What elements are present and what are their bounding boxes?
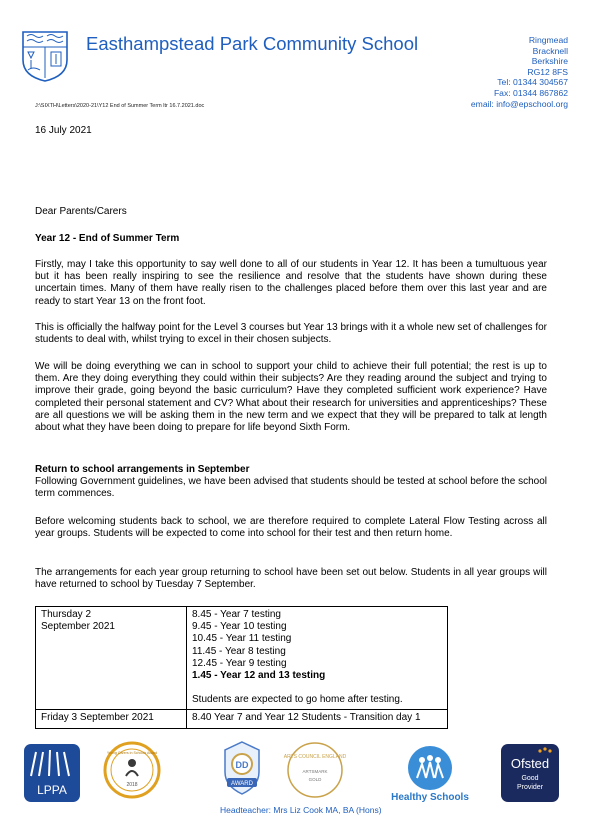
- schedule-table: [35, 606, 448, 729]
- healthy-schools-logo: [391, 746, 469, 803]
- ofsted-good-provider-logo: [501, 744, 559, 802]
- schedule-slot: 1.45 - Year 12 and 13 testing: [192, 670, 326, 682]
- schedule-slot: 10.45 - Year 11 testing: [192, 633, 292, 645]
- artsmark-text: ARTSMARK: [302, 769, 328, 774]
- paragraph-support: We will be doing everything we can in school to support your child to achieve their full potential; the rest is up to them. Are they doing everything they could within their subjects? Are they reading around the subject and trying to improve their grade, going beyond the basic curriculum? Have they completed sufficient work experience? Have completed their personal statement and CV? What about their research for universities and apprenticeships? These are all questions we will be asking them in the new term and we expect that they will be prepared to talk at length about what they have been doing to prepare for life beyond Sixth Form.: [35, 361, 547, 434]
- letter-date: 16 July 2021: [35, 125, 92, 136]
- schedule-slot: 9.45 - Year 10 testing: [192, 621, 287, 633]
- headteacher-line: Headteacher: Mrs Liz Cook MA, BA (Hons): [220, 805, 382, 815]
- schedule-slot: 12.45 - Year 9 testing: [192, 657, 287, 669]
- schedule-slot: 8.45 - Year 7 testing: [192, 609, 281, 620]
- arts-council-text: ARTS COUNCIL ENGLAND: [283, 754, 347, 760]
- arts-council-artsmark-logo: [284, 743, 347, 797]
- school-crest-logo: [20, 30, 70, 82]
- young-carers-text: Young Carers in Schools Award: [106, 751, 158, 755]
- document-reference: J:\SIXTH\Letters\2020-21\Y12 End of Summer Term ltr 16.7.2021.doc: [35, 103, 205, 109]
- schedule-slot: 11.45 - Year 8 testing: [192, 645, 286, 657]
- young-carers-year: 2018: [126, 782, 138, 788]
- fax: Fax: 01344 867862: [493, 87, 568, 98]
- paragraph-halfway: This is officially the halfway point for the Level 3 courses but Year 13 brings with it a whole new set of challenges for students to deal with, whilst trying to excel in their chosen subjects.: [35, 322, 547, 346]
- school-address-block: [428, 35, 568, 109]
- section-heading: Return to school arrangements in September: [35, 464, 250, 475]
- table-row: [36, 710, 448, 728]
- lppa-logo: [24, 744, 80, 802]
- address-line: Bracknell: [532, 45, 568, 56]
- salutation: Dear Parents/Carers: [35, 206, 127, 217]
- schedule-day: Friday 3 September 2021: [36, 710, 187, 728]
- award-text: AWARD: [231, 781, 253, 787]
- letter-subject: Year 12 - End of Summer Term: [35, 233, 180, 244]
- svg-text:DD: DD: [235, 760, 249, 770]
- artsmark-level: GOLD: [308, 777, 322, 782]
- email-link[interactable]: email: info@epschool.org: [470, 98, 568, 109]
- paragraph-intro: Firstly, may I take this opportunity to say well done to all of our students in Year 12. It has been a tumultuous year but it has been really inspiring to see the resilience and resolve that the students have shown during these uncertain times. Many of them have really risen to the challenges placed before them over this last year and are ready to start Year 13 on the front foot.: [35, 259, 547, 307]
- address-line: Ringmead: [528, 35, 568, 45]
- schedule-details: [187, 607, 448, 710]
- school-name: Easthampstead Park Community School: [86, 33, 419, 54]
- healthy-schools-text: Healthy Schools: [391, 792, 469, 803]
- paragraph-arrangements: The arrangements for each year group returning to school have been set out below. Students in all year groups will have returned to school by Tuesday 7 September.: [35, 567, 547, 591]
- schedule-details: 8.40 Year 7 and Year 12 Students - Transition day 1: [187, 710, 448, 728]
- young-carers-award-logo: [105, 743, 159, 797]
- table-row: [36, 607, 448, 710]
- address-line: RG12 8FS: [527, 66, 568, 77]
- schedule-note: Students are expected to go home after testing.: [192, 694, 403, 706]
- accreditation-logos: [0, 738, 591, 815]
- paragraph-testing: Before welcoming students back to school, we are therefore required to complete Lateral Flow Testing across all year groups. Students will be expected to come into school for their test and then return home.: [35, 516, 547, 540]
- schedule-day: Thursday 2 September 2021: [36, 607, 187, 710]
- ofsted-text: Ofsted: [510, 756, 550, 771]
- lppa-text: LPPA: [37, 783, 67, 797]
- svg-text:Provider: Provider: [516, 784, 544, 791]
- svg-text:Good: Good: [521, 775, 539, 782]
- address-line: Berkshire: [531, 56, 568, 67]
- paragraph-guidelines: Following Government guidelines, we have been advised that students should be tested at school before the school term commences.: [35, 476, 547, 500]
- telephone: Tel: 01344 304567: [497, 77, 568, 88]
- award-badge-logo: [225, 742, 259, 794]
